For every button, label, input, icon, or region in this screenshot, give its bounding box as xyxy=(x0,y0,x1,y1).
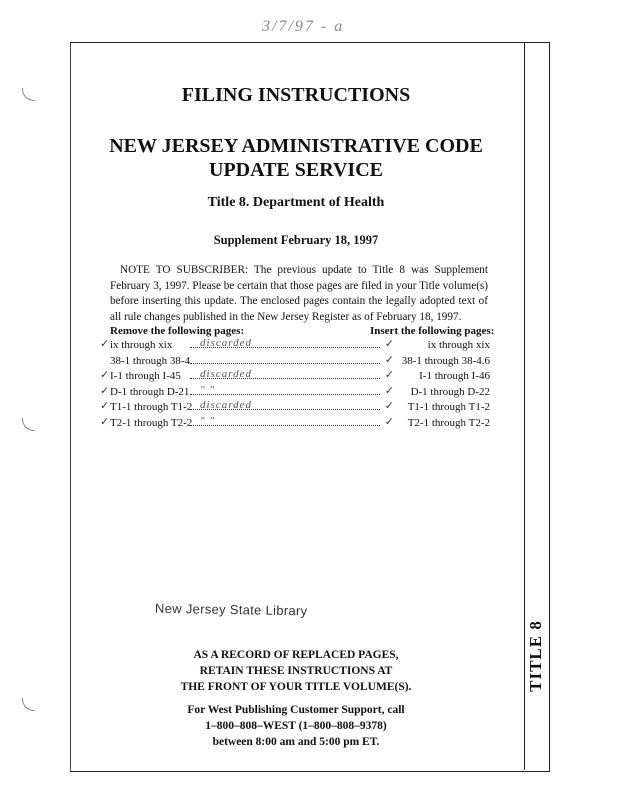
supplement-date: Supplement February 18, 1997 xyxy=(213,233,379,247)
insert-range: I-1 through I-46 xyxy=(419,370,490,382)
support-hours: between 8:00 am and 5:00 pm ET. xyxy=(212,736,380,748)
handwritten-note: discarded xyxy=(200,337,252,349)
list-item xyxy=(100,400,490,416)
remove-range: ix through xix xyxy=(110,339,173,351)
punch-hole-mark xyxy=(22,88,35,101)
check-mark-icon: ✓ xyxy=(384,384,394,397)
document-title: FILING INSTRUCTIONS xyxy=(181,84,411,106)
record-instructions xyxy=(70,647,522,695)
check-mark-icon: ✓ xyxy=(384,338,394,350)
check-mark-icon: ✓ xyxy=(100,369,110,381)
handwritten-note: " " xyxy=(200,414,215,427)
remove-range: 38-1 through 38-4 xyxy=(110,354,191,367)
check-mark-icon: ✓ xyxy=(100,415,110,428)
list-item xyxy=(100,385,490,401)
check-mark-icon: ✓ xyxy=(384,353,394,366)
insert-range: 38-1 through 38-4.6 xyxy=(401,354,490,367)
support-phone: 1–800–808–WEST (1–800–808–9378) xyxy=(205,720,387,732)
punch-hole-mark xyxy=(22,698,35,711)
insert-range: T1-1 through T1-2 xyxy=(407,401,490,413)
remove-range: I-1 through I-45 xyxy=(110,370,181,382)
remove-range: T2-1 through T2-2 xyxy=(110,416,193,429)
list-item xyxy=(100,369,490,385)
side-tab-text: TITLE 8 xyxy=(526,620,546,692)
insert-range: T2-1 through T2-2 xyxy=(407,416,490,429)
record-line1: AS A RECORD OF REPLACED PAGES, xyxy=(193,649,399,661)
insert-range: ix through xix xyxy=(427,339,490,351)
title-number: Title 8. Department of Health xyxy=(207,195,385,210)
list-item xyxy=(100,416,490,432)
insert-header: Insert the following pages: xyxy=(370,325,495,337)
support-line1: For West Publishing Customer Support, call xyxy=(187,704,405,716)
leader-dots xyxy=(190,394,380,395)
list-item xyxy=(100,354,490,370)
side-tab-label xyxy=(521,596,551,716)
list-item xyxy=(100,338,490,354)
check-mark-icon: ✓ xyxy=(384,369,394,381)
handwritten-note: " " xyxy=(200,383,215,396)
leader-dots xyxy=(190,425,380,426)
leader-dots xyxy=(190,363,380,364)
check-mark-icon: ✓ xyxy=(384,415,394,428)
handwritten-note: discarded xyxy=(200,368,252,380)
check-mark-icon: ✓ xyxy=(100,400,110,412)
customer-support xyxy=(70,702,522,750)
punch-hole-mark xyxy=(22,418,35,431)
page-list xyxy=(100,338,490,431)
check-mark-icon: ✓ xyxy=(100,338,110,350)
check-mark-icon: ✓ xyxy=(100,384,110,397)
remove-range: T1-1 through T1-2 xyxy=(110,401,193,413)
record-line3: THE FRONT OF YOUR TITLE VOLUME(S). xyxy=(180,681,412,693)
insert-range: D-1 through D-22 xyxy=(410,385,490,398)
handwritten-note: discarded xyxy=(200,399,252,411)
remove-header: Remove the following pages: xyxy=(110,325,245,337)
code-title-line1: NEW JERSEY ADMINISTRATIVE CODE xyxy=(109,135,483,157)
note-to-subscriber: NOTE TO SUBSCRIBER: The previous update to Title 8 was Supplement February 3, 1997. Please be certain that those pages are filed in your Title volume(s) before inserting this update. The enclosed pages contain the legally adopted text of all rule changes published in the New Jersey Register as of February 18, 1997. xyxy=(110,264,488,323)
record-line2: RETAIN THESE INSTRUCTIONS AT xyxy=(199,665,393,677)
check-mark-icon: ✓ xyxy=(384,400,394,412)
handwritten-date: 3/7/97 - a xyxy=(262,18,345,35)
remove-range: D-1 through D-21 xyxy=(110,385,190,398)
code-title-line2: UPDATE SERVICE xyxy=(209,159,383,181)
library-stamp: New Jersey State Library xyxy=(154,600,308,619)
code-title xyxy=(70,134,522,182)
